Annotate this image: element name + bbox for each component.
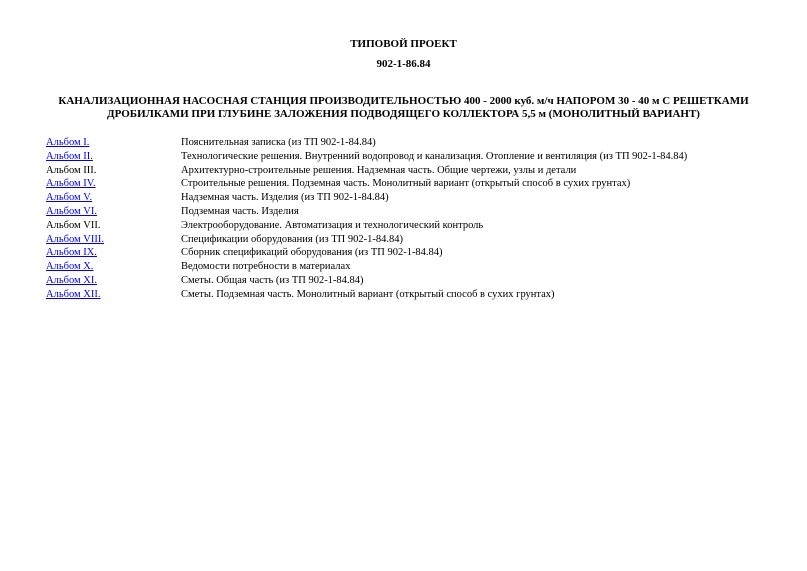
album-link[interactable]: Альбом IX. xyxy=(46,247,97,259)
album-row xyxy=(46,205,786,219)
album-row xyxy=(46,150,786,164)
album-link[interactable]: Альбом XI. xyxy=(46,274,97,286)
album-label: Альбом III. xyxy=(46,164,97,176)
album-link[interactable]: Альбом II. xyxy=(46,150,93,162)
project-title-line-2: ДРОБИЛКАМИ ПРИ ГЛУБИНЕ ЗАЛОЖЕНИЯ ПОДВОДЯЩЕГО КОЛЛЕКТОРА 5,5 м (МОНОЛИТНЫЙ ВАРИАНТ) xyxy=(107,108,700,120)
album-row xyxy=(46,177,786,191)
album-row xyxy=(46,164,786,178)
album-link[interactable]: Альбом VI. xyxy=(46,205,97,217)
album-link[interactable]: Альбом X. xyxy=(46,261,94,273)
album-row xyxy=(46,191,786,205)
album-description: Строительные решения. Подземная часть. Монолитный вариант (открытый способ в сухих грунтах) xyxy=(181,178,631,190)
document-type-heading: ТИПОВОЙ ПРОЕКТ xyxy=(350,38,457,50)
album-description: Надземная часть. Изделия (из ТП 902-1-84.84) xyxy=(181,192,389,204)
project-title xyxy=(40,95,767,121)
album-row xyxy=(46,260,786,274)
document-number: 902-1-86.84 xyxy=(376,58,431,70)
album-label: Альбом VII. xyxy=(46,219,101,231)
project-title-line-1: КАНАЛИЗАЦИОННАЯ НАСОСНАЯ СТАНЦИЯ ПРОИЗВОДИТЕЛЬНОСТЬЮ 400 - 2000 куб. м/ч НАПОРОМ 30 - 40 м С РЕШЕТКАМИ xyxy=(58,95,749,107)
album-description: Ведомости потребности в материалах xyxy=(181,261,351,273)
album-description: Спецификации оборудования (из ТП 902-1-84.84) xyxy=(181,233,403,245)
album-link[interactable]: Альбом IV. xyxy=(46,178,96,190)
album-link[interactable]: Альбом VIII. xyxy=(46,233,104,245)
album-row xyxy=(46,246,786,260)
albums-list xyxy=(46,136,786,302)
album-row xyxy=(46,274,786,288)
album-description: Технологические решения. Внутренний водопровод и канализация. Отопление и вентиляция (из ТП 902-1-84.84) xyxy=(181,150,688,162)
album-description: Архитектурно-строительные решения. Надземная часть. Общие чертежи, узлы и детали xyxy=(181,164,577,176)
album-link[interactable]: Альбом I. xyxy=(46,137,90,148)
album-row xyxy=(46,288,786,302)
album-description: Сборник спецификаций оборудования (из ТП 902-1-84.84) xyxy=(181,247,443,259)
album-row xyxy=(46,136,786,150)
album-link[interactable]: Альбом V. xyxy=(46,192,93,204)
album-row xyxy=(46,233,786,247)
album-description: Электрооборудование. Автоматизация и технологический контроль xyxy=(181,219,484,231)
album-row xyxy=(46,219,786,233)
album-description: Подземная часть. Изделия xyxy=(181,205,299,217)
album-description: Пояснительная записка (из ТП 902-1-84.84) xyxy=(181,137,376,148)
album-description: Сметы. Общая часть (из ТП 902-1-84.84) xyxy=(181,274,364,286)
album-description: Сметы. Подземная часть. Монолитный вариант (открытый способ в сухих грунтах) xyxy=(181,288,555,300)
album-link[interactable]: Альбом XII. xyxy=(46,288,101,300)
